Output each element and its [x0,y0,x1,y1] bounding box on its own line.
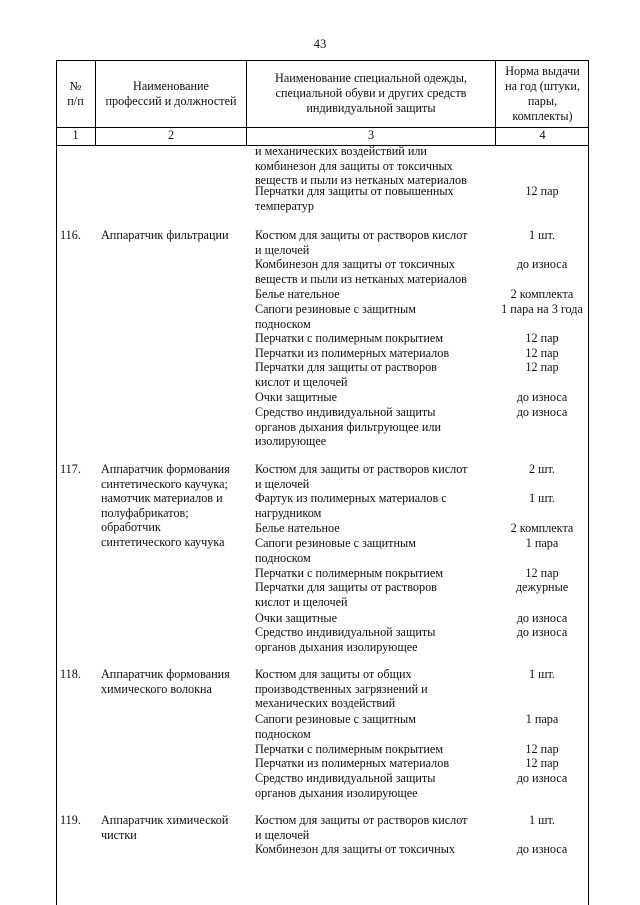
issue-norm: до износа [516,625,568,639]
equipment-item: Костюм для защиты от общих производственных загрязнений и механических воздействий [255,667,428,711]
table-header [56,60,589,145]
issue-norm: 12 пар [525,566,559,580]
equipment-item: Перчатки из полимерных материалов [255,346,450,360]
header-number: № п/п [67,78,84,108]
issue-norm: 12 пар [525,742,559,756]
equipment-item: Перчатки с полимерным покрытием [255,742,444,756]
equipment-item: Костюм для защиты от растворов кислот и щелочей [255,228,468,257]
issue-norm: до износа [516,842,568,856]
equipment-item: Костюм для защиты от растворов кислот и щелочей [255,462,468,491]
profession-name: Аппаратчик формования синтетического каучука; намотчик материалов и полуфабрикатов; обработчик синтетического каучука [101,462,230,549]
row-number: 118. [60,667,81,681]
row-number: 117. [60,462,81,476]
issue-norm: дежурные [515,580,569,594]
equipment-item: Перчатки для защиты от растворов кислот и щелочей [255,360,437,389]
issue-norm: 1 пара [525,536,559,550]
issue-norm: до износа [516,405,568,419]
equipment-item: Перчатки из полимерных материалов [255,756,450,770]
issue-norm: 12 пар [525,184,559,198]
table-border-left [56,145,57,905]
equipment-item: Белье нательное [255,287,340,301]
equipment-item: Средство индивидуальной защиты органов дыхания изолирующее [255,771,436,800]
equipment-item: Средство индивидуальной защиты органов дыхания изолирующее [255,625,436,654]
profession-name: Аппаратчик фильтрации [101,228,229,242]
issue-norm: до износа [516,257,568,271]
issue-norm: 2 комплекта [510,287,574,301]
equipment-item: Костюм для защиты от растворов кислот и щелочей [255,813,468,842]
issue-norm: 1 пара на 3 года [501,302,583,316]
equipment-item: Очки защитные [255,390,337,404]
issue-norm: 12 пар [525,331,559,345]
equipment-item: Очки защитные [255,611,337,625]
equipment-item: Комбинезон для защиты от токсичных веществ и пыли из нетканых материалов [255,257,467,286]
row-number: 119. [60,813,81,827]
equipment-item: Перчатки с полимерным покрытием [255,331,444,345]
profession-name: Аппаратчик химической чистки [101,813,229,842]
profession-name: Аппаратчик формования химического волокна [101,667,230,696]
issue-norm: 1 шт. [529,491,555,505]
equipment-item: Сапоги резиновые с защитным подноском [255,302,416,331]
equipment-item: Перчатки с полимерным покрытием [255,566,444,580]
issue-norm: 2 комплекта [510,521,574,535]
issue-norm: 12 пар [525,346,559,360]
equipment-item: Белье нательное [255,521,340,535]
page-number: 43 [313,37,327,51]
column-number-2: 2 [167,127,175,142]
equipment-item: Перчатки для защиты от повышенных температур [255,184,454,213]
equipment-item: Сапоги резиновые с защитным подноском [255,536,416,565]
issue-norm: до износа [516,390,568,404]
issue-norm: до износа [516,771,568,785]
column-number-1: 1 [72,127,79,142]
header-profession: Наименование профессий и должностей [105,78,237,108]
issue-norm: 1 шт. [529,813,555,827]
header-equipment: Наименование специальной одежды, специальной обуви и других средств индивидуальной защиты [275,71,467,115]
equipment-item: Комбинезон для защиты от токсичных [255,842,455,856]
column-number-4: 4 [539,127,546,142]
header-norm: Норма выдачи на год (штуки, пары, комплекты) [505,63,580,123]
row-number: 116. [60,228,81,242]
equipment-item: Фартук из полимерных материалов с нагрудником [255,491,447,520]
equipment-item: и механических воздействий или комбинезон для защиты от токсичных веществ и пыли из нетканых материалов [255,144,467,188]
equipment-item: Перчатки для защиты от растворов кислот и щелочей [255,580,437,609]
issue-norm: до износа [516,611,568,625]
equipment-item: Сапоги резиновые с защитным подноском [255,712,416,741]
issue-norm: 12 пар [525,360,559,374]
column-number-3: 3 [367,127,375,142]
issue-norm: 1 шт. [529,228,555,242]
issue-norm: 1 пара [525,712,559,726]
issue-norm: 12 пар [525,756,559,770]
equipment-item: Средство индивидуальной защиты органов дыхания фильтрующее или изолирующее [255,405,442,449]
issue-norm: 1 шт. [529,667,555,681]
issue-norm: 2 шт. [529,462,555,476]
